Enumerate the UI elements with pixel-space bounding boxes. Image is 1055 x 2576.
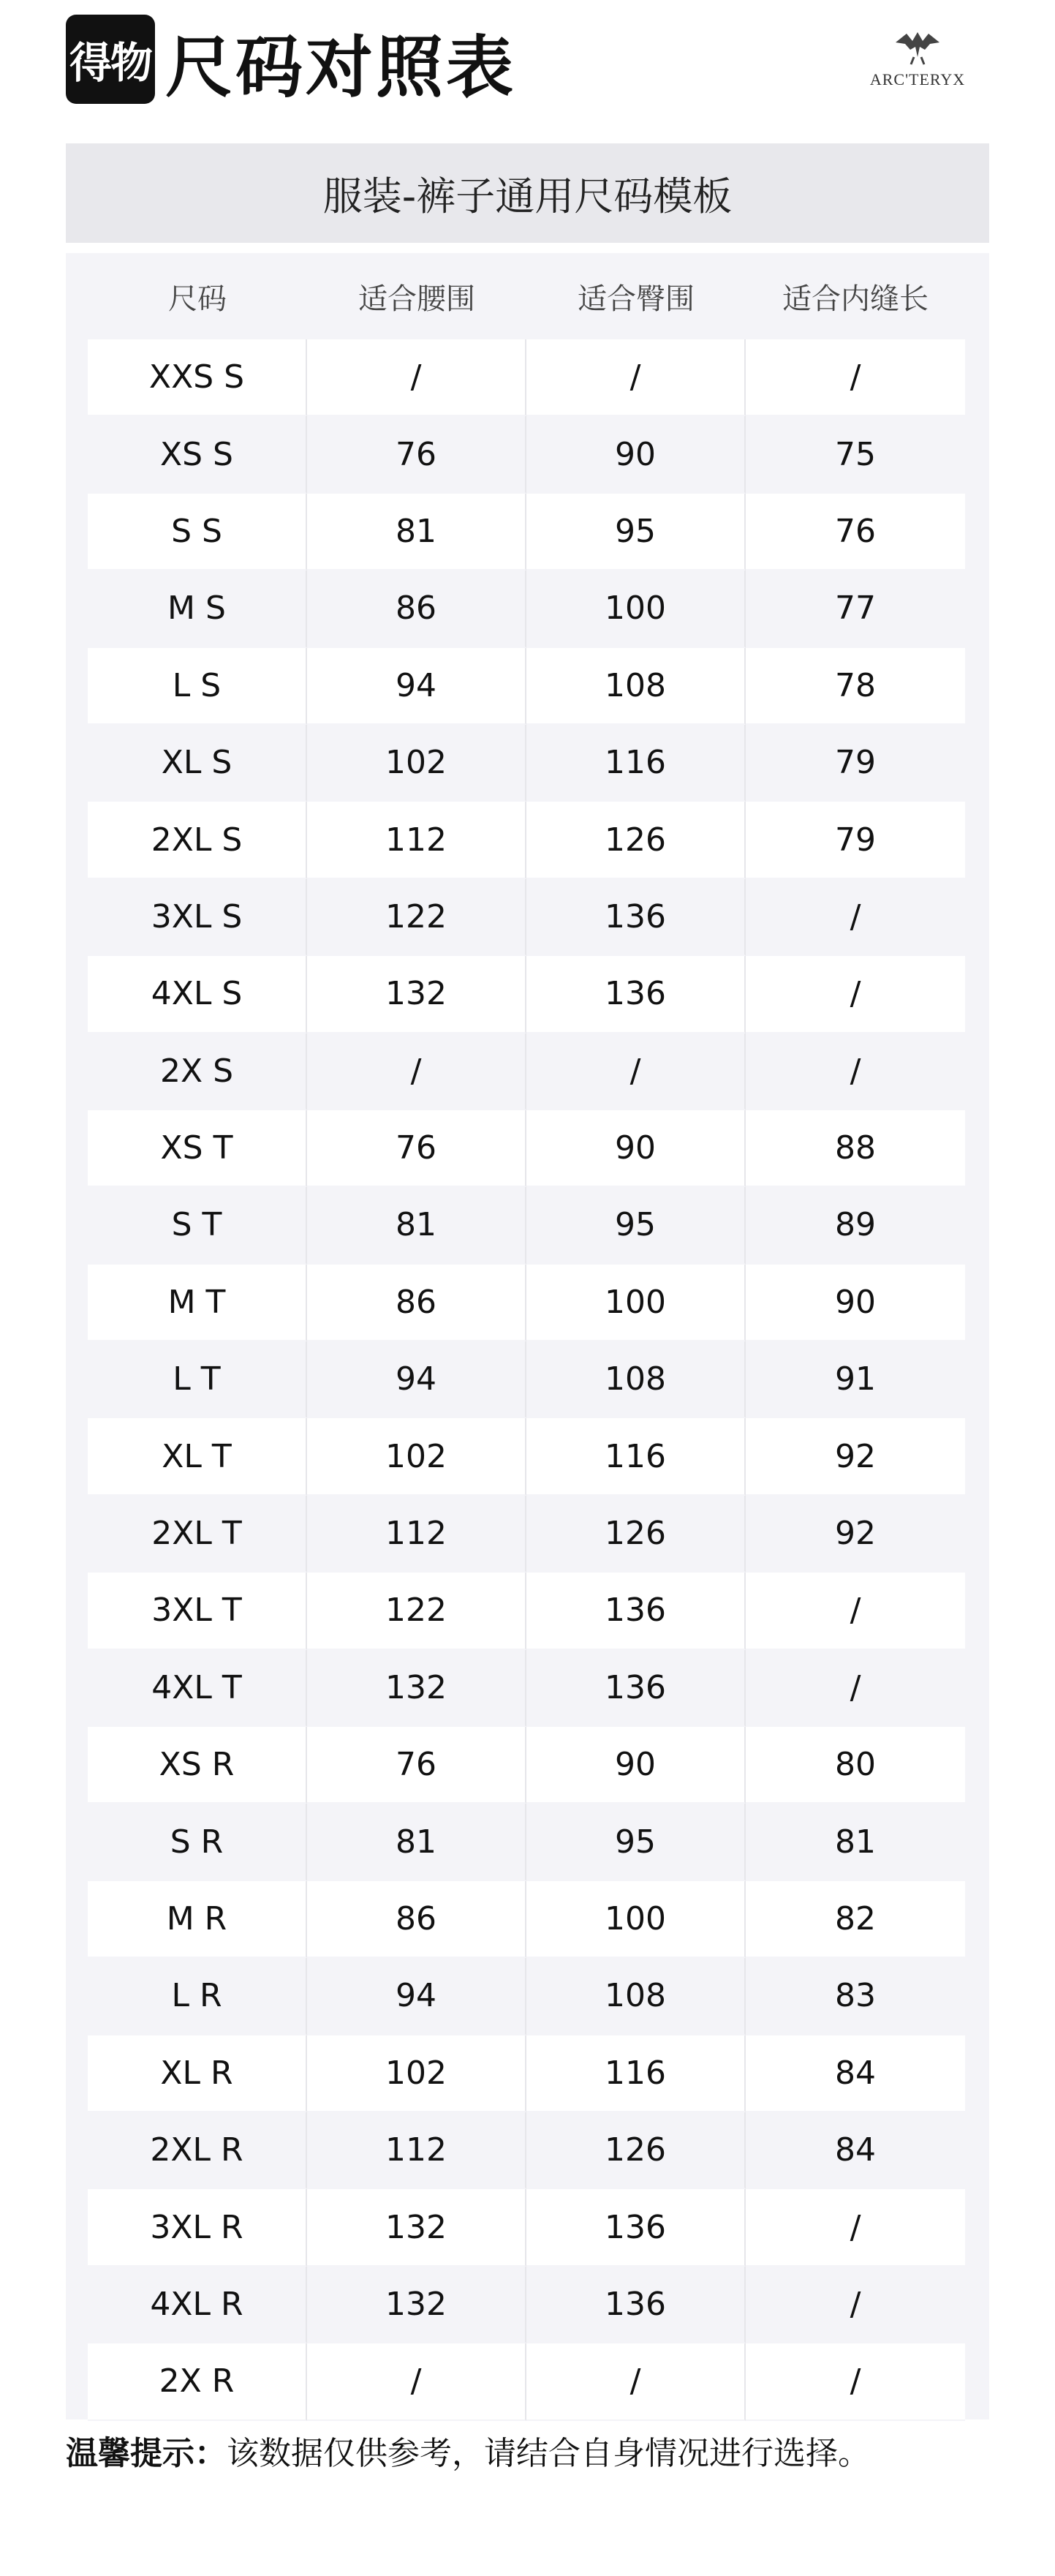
table-row	[88, 570, 967, 647]
table-cell: 112	[307, 1496, 526, 1573]
table-cell: 116	[526, 2035, 746, 2112]
column-header: 适合臀围	[578, 282, 695, 316]
table-cell: XS S	[88, 416, 307, 493]
table-cell: 132	[307, 2267, 526, 2343]
table-cell: 132	[307, 2189, 526, 2266]
table-row	[88, 416, 967, 493]
table-cell: 81	[307, 1187, 526, 1264]
table-cell: 2X R	[88, 2343, 307, 2420]
table-cell: /	[307, 339, 526, 416]
header	[0, 0, 1055, 139]
table-cell: /	[526, 339, 746, 416]
table-cell: 136	[526, 956, 746, 1033]
table-cell: /	[746, 1573, 965, 1649]
table-row	[88, 1033, 967, 1110]
table-cell: 102	[307, 725, 526, 802]
table-cell: 90	[526, 416, 746, 493]
table-cell: 3XL R	[88, 2189, 307, 2266]
table-cell: M R	[88, 1881, 307, 1958]
table-cell: 82	[746, 1881, 965, 1958]
table-cell: 86	[307, 1881, 526, 1958]
table-cell: XL R	[88, 2035, 307, 2112]
table-cell: 132	[307, 1650, 526, 1727]
table-cell: 84	[746, 2112, 965, 2189]
table-row	[88, 2035, 967, 2112]
table-cell: 94	[307, 1958, 526, 2035]
table-cell: 86	[307, 1265, 526, 1341]
table-cell: 3XL T	[88, 1573, 307, 1649]
table-row	[88, 648, 967, 725]
table-cell: 78	[746, 648, 965, 725]
table-cell: 4XL T	[88, 1650, 307, 1727]
table-cell: 108	[526, 1958, 746, 2035]
table-cell: L S	[88, 648, 307, 725]
table-cell: XL S	[88, 725, 307, 802]
brand-logo	[844, 28, 991, 89]
table-cell: /	[307, 2343, 526, 2420]
table-row	[88, 1727, 967, 1804]
table-cell: 2XL T	[88, 1496, 307, 1573]
table-row	[88, 1418, 967, 1495]
table-cell: 76	[307, 416, 526, 493]
table-cell: 81	[307, 494, 526, 570]
table-cell: S R	[88, 1804, 307, 1880]
table-cell: /	[746, 2267, 965, 2343]
table-cell: 4XL S	[88, 956, 307, 1033]
table-cell: /	[746, 956, 965, 1033]
table-cell: 75	[746, 416, 965, 493]
table-row	[88, 1187, 967, 1264]
table-cell: 122	[307, 1573, 526, 1649]
table-cell: /	[746, 879, 965, 956]
table-row	[88, 1265, 967, 1341]
table-cell: 116	[526, 725, 746, 802]
table-cell: 100	[526, 1881, 746, 1958]
footer-note	[66, 2427, 870, 2474]
table-row	[88, 339, 967, 416]
table-row	[88, 1110, 967, 1187]
table-cell: 90	[746, 1265, 965, 1341]
table-title: 服装-裤子通用尺码模板	[66, 143, 989, 253]
table-row	[88, 2343, 967, 2420]
table-cell: 136	[526, 1573, 746, 1649]
table-cell: 116	[526, 1418, 746, 1495]
table-cell: 136	[526, 2267, 746, 2343]
table-cell: 108	[526, 1341, 746, 1418]
table-cell: XXS S	[88, 339, 307, 416]
table-row	[88, 2112, 967, 2189]
table-cell: 2XL S	[88, 802, 307, 878]
table-cell: 112	[307, 802, 526, 878]
table-cell: XS T	[88, 1110, 307, 1187]
table-cell: 4XL R	[88, 2267, 307, 2343]
table-cell: 2X S	[88, 1033, 307, 1110]
table-row	[88, 1650, 967, 1727]
table-cell: 76	[307, 1110, 526, 1187]
table-cell: 108	[526, 648, 746, 725]
table-row	[88, 1496, 967, 1573]
table-cell: 126	[526, 2112, 746, 2189]
table-cell: /	[307, 1033, 526, 1110]
table-cell: 94	[307, 1341, 526, 1418]
table-cell: 95	[526, 494, 746, 570]
table-cell: 88	[746, 1110, 965, 1187]
table-cell: 81	[307, 1804, 526, 1880]
column-header: 尺码	[168, 282, 227, 316]
table-row	[88, 725, 967, 802]
table-row	[88, 956, 967, 1033]
table-cell: 77	[746, 570, 965, 647]
table-cell: 89	[746, 1187, 965, 1264]
table-cell: 112	[307, 2112, 526, 2189]
table-cell: L T	[88, 1341, 307, 1418]
table-cell: /	[746, 1650, 965, 1727]
table-cell: 100	[526, 1265, 746, 1341]
table-cell: /	[746, 2189, 965, 2266]
archaeopteryx-icon	[892, 28, 943, 66]
table-cell: /	[746, 339, 965, 416]
table-cell: 86	[307, 570, 526, 647]
table-cell: XS R	[88, 1727, 307, 1804]
table-cell: /	[526, 1033, 746, 1110]
table-cell: 83	[746, 1958, 965, 2035]
table-cell: 94	[307, 648, 526, 725]
table-cell: 95	[526, 1187, 746, 1264]
table-row	[88, 1573, 967, 1649]
table-cell: 76	[307, 1727, 526, 1804]
table-cell: M T	[88, 1265, 307, 1341]
brand-name: ARC'TERYX	[869, 70, 966, 88]
table-body	[88, 339, 967, 2421]
table-cell: 79	[746, 725, 965, 802]
table-cell: 90	[526, 1110, 746, 1187]
table-cell: 3XL S	[88, 879, 307, 956]
page-title: 尺码对照表	[165, 29, 517, 107]
column-header: 适合内缝长	[782, 282, 929, 316]
table-header	[88, 253, 989, 339]
table-cell: /	[746, 2343, 965, 2420]
table-cell: 81	[746, 1804, 965, 1880]
table-cell: 126	[526, 802, 746, 878]
table-cell: 132	[307, 956, 526, 1033]
table-cell: 76	[746, 494, 965, 570]
table-cell: 91	[746, 1341, 965, 1418]
table-cell: XL T	[88, 1418, 307, 1495]
table-row	[88, 494, 967, 570]
table-cell: 136	[526, 2189, 746, 2266]
table-cell: 102	[307, 1418, 526, 1495]
table-cell: 122	[307, 879, 526, 956]
column-header: 适合腰围	[358, 282, 475, 316]
table-cell: 92	[746, 1496, 965, 1573]
table-row	[88, 802, 967, 878]
table-row	[88, 2189, 967, 2266]
table-cell: M S	[88, 570, 307, 647]
table-row	[88, 1341, 967, 1418]
table-cell: S T	[88, 1187, 307, 1264]
table-row	[88, 879, 967, 956]
table-cell: S S	[88, 494, 307, 570]
table-cell: 102	[307, 2035, 526, 2112]
table-row	[88, 2267, 967, 2343]
table-cell: 80	[746, 1727, 965, 1804]
table-cell: 126	[526, 1496, 746, 1573]
table-row	[88, 1958, 967, 2035]
table-cell: L R	[88, 1958, 307, 2035]
table-row	[88, 1881, 967, 1958]
table-cell: 2XL R	[88, 2112, 307, 2189]
table-cell: 136	[526, 879, 746, 956]
table-cell: 90	[526, 1727, 746, 1804]
table-cell: 84	[746, 2035, 965, 2112]
table-cell: 136	[526, 1650, 746, 1727]
footer-text: 该数据仅供参考，请结合自身情况进行选择。	[227, 2435, 870, 2472]
table-cell: 95	[526, 1804, 746, 1880]
table-row	[88, 1804, 967, 1880]
size-table	[66, 143, 989, 2419]
app-logo: 得物	[66, 15, 155, 104]
table-cell: /	[526, 2343, 746, 2420]
table-cell: 100	[526, 570, 746, 647]
table-cell: 79	[746, 802, 965, 878]
footer-label: 温馨提示：	[66, 2435, 227, 2472]
table-cell: /	[746, 1033, 965, 1110]
table-cell: 92	[746, 1418, 965, 1495]
